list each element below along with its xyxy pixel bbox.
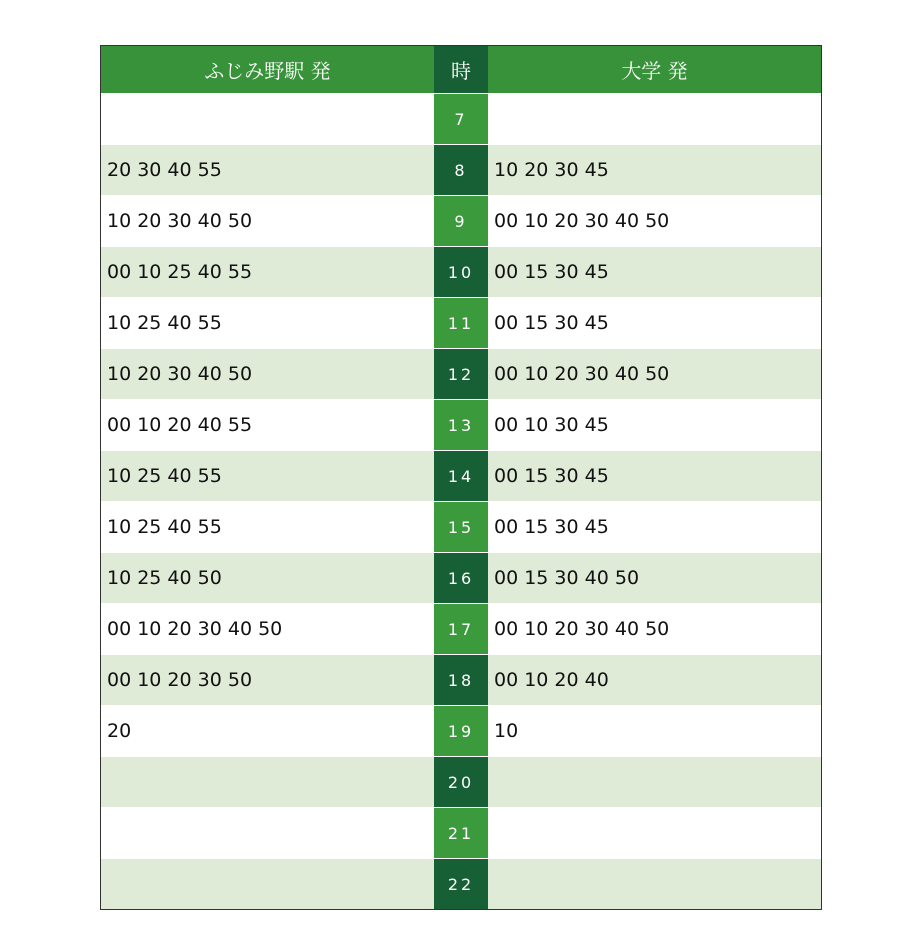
hour-cell: 15 bbox=[434, 502, 488, 553]
fujimino-times: 10 25 40 55 bbox=[101, 298, 434, 349]
fujimino-times: 00 10 25 40 55 bbox=[101, 247, 434, 298]
hour-cell: 20 bbox=[434, 757, 488, 808]
university-times: 10 bbox=[488, 706, 821, 757]
bus-timetable bbox=[100, 45, 822, 910]
fujimino-times: 10 20 30 40 50 bbox=[101, 349, 434, 400]
university-times: 00 15 30 45 bbox=[488, 298, 821, 349]
hour-cell: 22 bbox=[434, 859, 488, 910]
hour-cell: 17 bbox=[434, 604, 488, 655]
table-row bbox=[101, 706, 821, 757]
fujimino-times: 20 30 40 55 bbox=[101, 145, 434, 196]
header-hour: 時 bbox=[434, 46, 488, 94]
table-row bbox=[101, 145, 821, 196]
university-times: 00 15 30 40 50 bbox=[488, 553, 821, 604]
hour-cell: 8 bbox=[434, 145, 488, 196]
table-row bbox=[101, 400, 821, 451]
university-times: 00 10 20 40 bbox=[488, 655, 821, 706]
fujimino-times: 00 10 20 30 40 50 bbox=[101, 604, 434, 655]
university-times: 00 15 30 45 bbox=[488, 502, 821, 553]
university-times bbox=[488, 94, 821, 145]
header-fujimino-departures: ふじみ野駅 発 bbox=[101, 46, 434, 94]
university-times: 00 10 20 30 40 50 bbox=[488, 604, 821, 655]
fujimino-times: 10 25 40 55 bbox=[101, 451, 434, 502]
table-row bbox=[101, 451, 821, 502]
fujimino-times bbox=[101, 94, 434, 145]
hour-cell: 9 bbox=[434, 196, 488, 247]
table-row bbox=[101, 553, 821, 604]
fujimino-times: 10 20 30 40 50 bbox=[101, 196, 434, 247]
hour-cell: 14 bbox=[434, 451, 488, 502]
university-times: 00 10 30 45 bbox=[488, 400, 821, 451]
table-row bbox=[101, 502, 821, 553]
table-row bbox=[101, 655, 821, 706]
university-times bbox=[488, 808, 821, 859]
university-times: 00 10 20 30 40 50 bbox=[488, 349, 821, 400]
fujimino-times: 20 bbox=[101, 706, 434, 757]
fujimino-times: 10 25 40 55 bbox=[101, 502, 434, 553]
fujimino-times bbox=[101, 757, 434, 808]
fujimino-times bbox=[101, 808, 434, 859]
table-row bbox=[101, 808, 821, 859]
hour-cell: 19 bbox=[434, 706, 488, 757]
table-row bbox=[101, 757, 821, 808]
hour-cell: 21 bbox=[434, 808, 488, 859]
table-row bbox=[101, 247, 821, 298]
hour-cell: 16 bbox=[434, 553, 488, 604]
hour-cell: 7 bbox=[434, 94, 488, 145]
table-row bbox=[101, 196, 821, 247]
table-row bbox=[101, 94, 821, 145]
hour-cell: 11 bbox=[434, 298, 488, 349]
university-times: 00 15 30 45 bbox=[488, 451, 821, 502]
fujimino-times: 00 10 20 40 55 bbox=[101, 400, 434, 451]
header-university-departures: 大学 発 bbox=[488, 46, 821, 94]
table-row bbox=[101, 604, 821, 655]
hour-cell: 18 bbox=[434, 655, 488, 706]
hour-cell: 13 bbox=[434, 400, 488, 451]
university-times bbox=[488, 859, 821, 910]
table-row bbox=[101, 859, 821, 910]
fujimino-times: 00 10 20 30 50 bbox=[101, 655, 434, 706]
table-row bbox=[101, 349, 821, 400]
university-times: 00 15 30 45 bbox=[488, 247, 821, 298]
table-row bbox=[101, 298, 821, 349]
university-times: 10 20 30 45 bbox=[488, 145, 821, 196]
fujimino-times: 10 25 40 50 bbox=[101, 553, 434, 604]
university-times: 00 10 20 30 40 50 bbox=[488, 196, 821, 247]
hour-cell: 12 bbox=[434, 349, 488, 400]
university-times bbox=[488, 757, 821, 808]
hour-cell: 10 bbox=[434, 247, 488, 298]
fujimino-times bbox=[101, 859, 434, 910]
